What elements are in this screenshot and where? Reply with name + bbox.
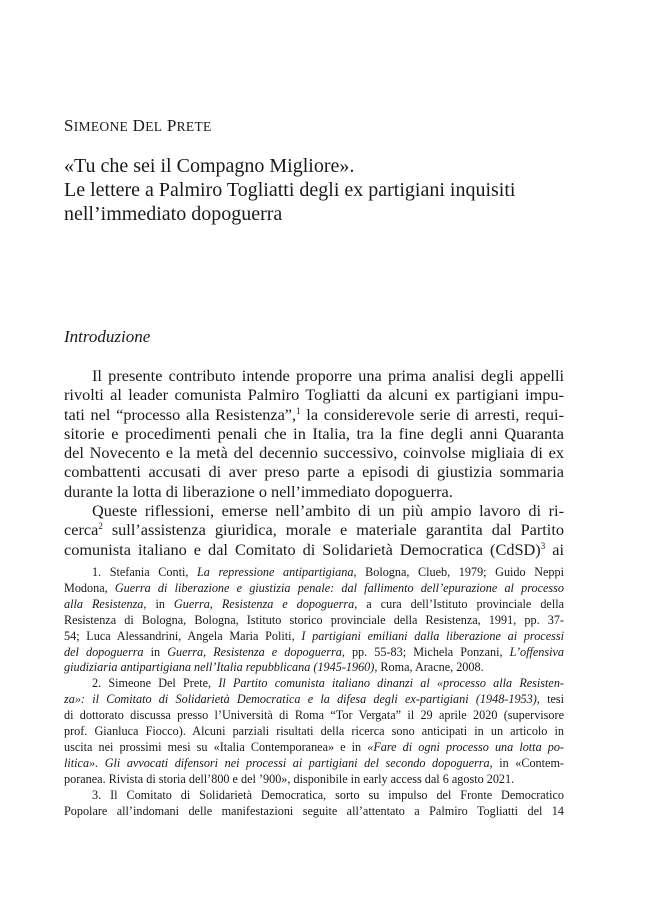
footnote-line: prof. Gianluca Fiocco). Alcuni parziali risultati della ricerca sono anticipati in un articolo in: [64, 724, 564, 739]
footnote-line: di dottorato discussa presso l’Università di Roma “Tor Vergata” il 29 aprile 2020 (supervisore: [64, 708, 564, 723]
footnote-line: 2. Simeone Del Prete, Il Partito comunista italiano dinanzi al «processo alla Resisten-: [92, 676, 564, 691]
body-line: durante la lotta di liberazione o nell’immediato dopoguerra.: [64, 481, 453, 501]
body-line: rivolti al leader comunista Palmiro Togliatti da alcuni ex partigiani impu-: [64, 385, 564, 405]
footnote-line: poranea. Rivista di storia dell’800 e del ’900», disponibile in early access dal 6 agosto 2021.: [64, 771, 515, 786]
body-line: del Novecento e la metà del decennio successivo, coinvolse migliaia di ex: [64, 443, 564, 463]
footnote-ref[interactable]: 3: [540, 540, 546, 551]
article-title: [64, 154, 584, 226]
footnote-line: giudiziaria antipartigiana nell’Italia repubblicana (1945-1960), Roma, Aracne, 2008.: [64, 660, 484, 675]
footnote-line: 1. Stefania Conti, La repressione antipartigiana, Bologna, Clueb, 1979; Guido Neppi: [92, 565, 564, 579]
footnote-ref[interactable]: 1: [296, 405, 301, 416]
title-line: nell’immediato dopoguerra: [64, 203, 283, 225]
footnote-line: litica». Gli avvocati difensori nei processi ai partigiani del secondo dopoguerra, in «Contem-: [64, 755, 564, 770]
footnote-line: 54; Luca Alessandrini, Angela Maria Politi, I partigiani emiliani dalla liberazione ai processi: [64, 628, 564, 643]
body-line: combattenti accusati di aver preso parte a episodi di giustizia sommaria: [64, 462, 564, 482]
footnote-line: Modona, Guerra di liberazione e giustizia penale: dal fallimento dell’epurazione al processo: [64, 580, 565, 595]
footnote-line: Resistenza di Bologna, Bologna, Istituto storico provinciale della Resistenza, 1991, pp. 37-: [64, 612, 564, 627]
body-line: comunista italiano e dal Comitato di Solidarietà Democratica (CdSD)$^3$ ai: [64, 539, 564, 559]
footnote-ref[interactable]: 2: [98, 521, 103, 532]
footnote-line: del dopoguerra in Guerra, Resistenza e dopoguerra, pp. 55-83; Michela Ponzani, L’offensiva: [64, 644, 565, 659]
footnote-line: 3. Il Comitato di Solidarietà Democratica, sorto su impulso del Fronte Democratico: [92, 787, 564, 802]
body-text: [64, 366, 564, 559]
footnotes: [64, 565, 564, 820]
body-line: sitorie e procedimenti penali che in Italia, tra la fine degli anni Quaranta: [64, 423, 564, 443]
footnote-line: alla Resistenza, in Guerra, Resistenza e dopoguerra, a cura dell’Istituto provinciale della: [64, 596, 564, 611]
author-name: SIMEONE DEL PRETE: [64, 116, 212, 135]
title-line: «Tu che sei il Compagno Migliore».: [64, 155, 355, 177]
body-line: Il presente contributo intende proporre una prima analisi degli appelli: [92, 366, 564, 385]
title-line: Le lettere a Palmiro Togliatti degli ex partigiani inquisiti: [64, 179, 516, 201]
body-line: tati nel “processo alla Resistenza”,$^1$ la considerevole serie di arresti, requi-: [64, 404, 564, 424]
footnote-line: Popolare all’indomani delle manifestazioni seguite all’attentato a Palmiro Togliatti del 14: [64, 803, 564, 818]
body-line: Queste riflessioni, emerse nell’ambito di un più ampio lavoro di ri-: [92, 501, 564, 521]
footnote-line: za»: il Comitato di Solidarietà Democratica e la difesa degli ex-partigiani (1948-1953), tesi: [64, 692, 564, 707]
footnote-line: uscita nei prossimi mesi su «Italia Contemporanea» e in «Fare di ogni processo una lotta po-: [64, 739, 564, 754]
section-heading: Introduzione: [64, 327, 151, 346]
body-line: cerca$^2$ sull’assistenza giuridica, morale e materiale garantita dal Partito: [64, 520, 564, 540]
